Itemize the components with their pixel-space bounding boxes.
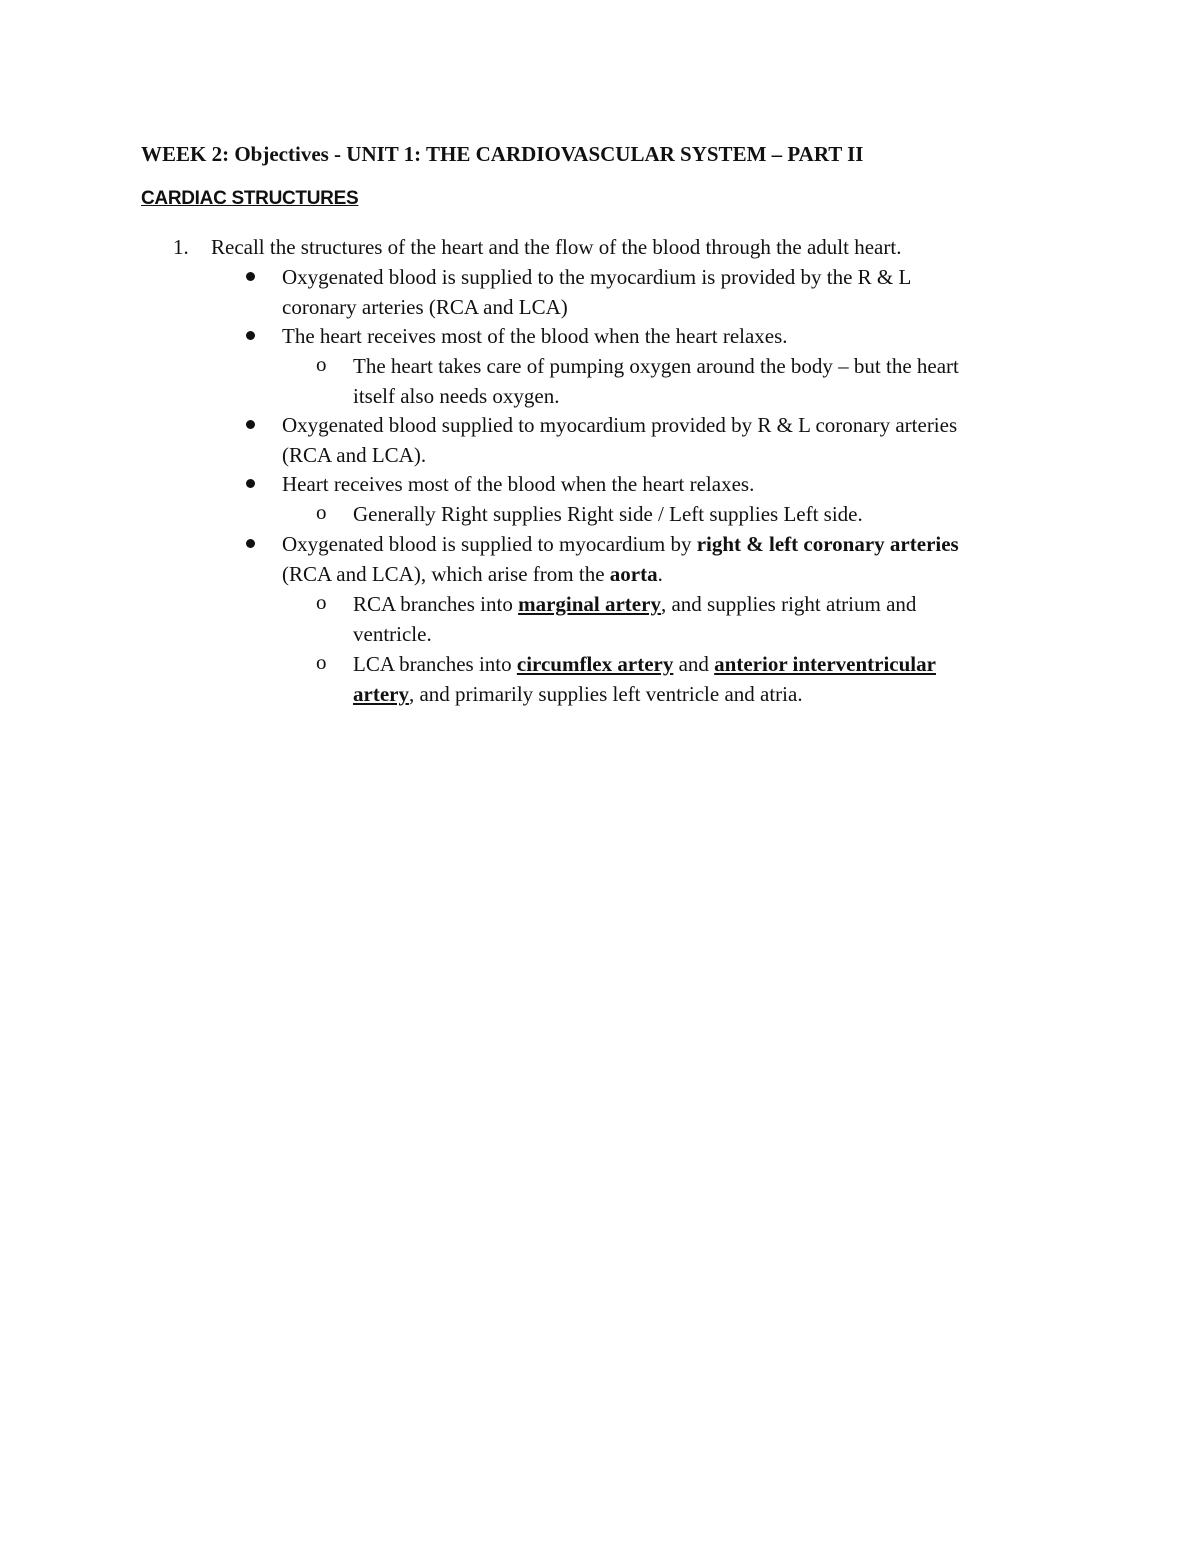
sub-bullet-marker: o [316,590,327,614]
bullet-5-line-1-emphasis: right & left coronary arteries [696,532,959,556]
bullet-icon [246,539,255,548]
section-heading: CARDIAC STRUCTURES [141,188,359,209]
bullet-icon [246,331,255,340]
sub-1-text-end: , and supplies right atrium and [660,592,917,616]
sub-bullet-marker: o [316,500,327,524]
sub-2-term-1: circumflex artery [516,652,674,676]
sub-bullet-marker: o [316,352,327,376]
objective-text: Recall the structures of the heart and the flow of the blood through the adult heart. [211,235,902,259]
bullet-4-sub-1-line-1: Generally Right supplies Right side / Left supplies Left side. [353,502,863,526]
sub-2-text-end: , and primarily supplies left ventricle and atria. [408,682,803,706]
bullet-5-sub-2-line-1 [353,654,936,675]
sub-2-term-2: anterior interventricular [714,652,936,676]
bullet-5-line-2 [282,564,663,585]
bullet-5-line-2-end: . [657,562,663,586]
sub-2-term-2-cont: artery [353,682,409,706]
bullet-4-text: Heart receives most of the blood when the heart relaxes. [282,472,755,496]
sub-2-text: LCA branches into [353,652,517,676]
bullet-2-text: The heart receives most of the blood when the heart relaxes. [282,324,788,348]
bullet-3-line-1: Oxygenated blood supplied to myocardium provided by R & L coronary arteries [282,413,958,437]
bullet-5-line-1 [282,534,959,555]
bullet-5-line-2-emphasis: aorta [609,562,658,586]
bullet-5-sub-2-line-2 [353,684,803,705]
bullet-3-line-2: (RCA and LCA). [282,443,427,467]
document-title: WEEK 2: Objectives - UNIT 1: THE CARDIOVASCULAR SYSTEM – PART II [141,142,864,166]
bullet-5-line-1-text: Oxygenated blood is supplied to myocardium by [282,532,697,556]
bullet-1-line-1: Oxygenated blood is supplied to the myocardium is provided by the R & L [282,265,912,289]
bullet-icon [246,272,255,281]
objective-number: 1. [173,235,189,259]
bullet-2-sub-1-line-2: itself also needs oxygen. [353,384,560,408]
bullet-5-sub-1-line-1 [353,594,916,615]
sub-1-text: RCA branches into [353,592,519,616]
bullet-5-line-2-text: (RCA and LCA), which arise from the [282,562,610,586]
sub-bullet-marker: o [316,650,327,674]
sub-2-text-mid: and [673,652,715,676]
bullet-icon [246,479,255,488]
bullet-2-sub-1-line-1: The heart takes care of pumping oxygen around the body – but the heart [353,354,959,378]
bullet-1-line-2: coronary arteries (RCA and LCA) [282,295,568,319]
bullet-icon [246,420,255,429]
sub-1-term: marginal artery [518,592,661,616]
bullet-5-sub-1-line-2: ventricle. [353,622,432,646]
